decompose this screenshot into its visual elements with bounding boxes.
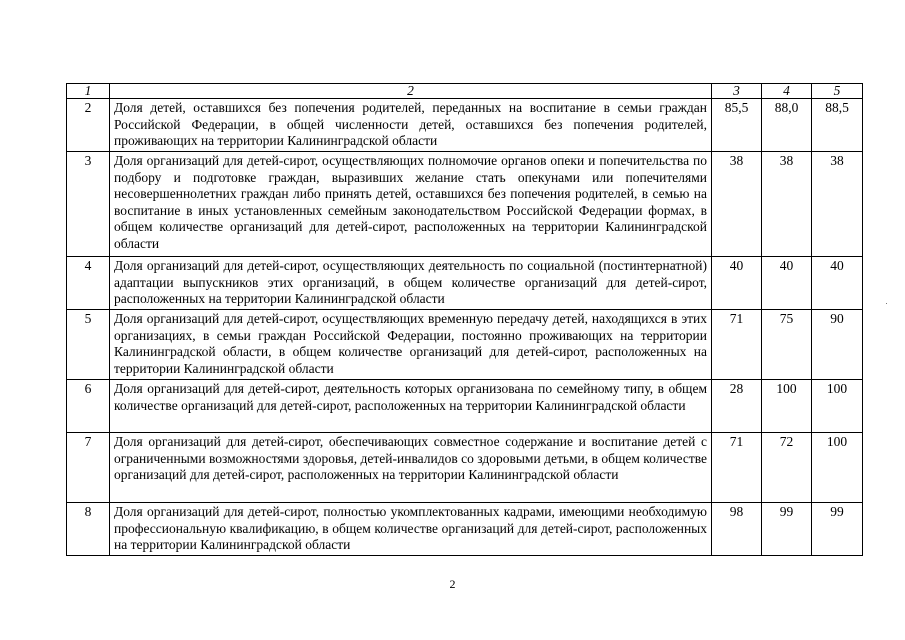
value-col-5: 100 xyxy=(812,433,863,503)
header-col-2: 2 xyxy=(110,84,712,99)
table-row xyxy=(67,433,863,503)
table-row xyxy=(67,310,863,380)
table-row xyxy=(67,503,863,556)
header-row xyxy=(67,84,863,99)
value-col-5: 38 xyxy=(812,152,863,257)
table-row xyxy=(67,380,863,433)
value-col-4: 72 xyxy=(762,433,812,503)
value-col-3: 28 xyxy=(712,380,762,433)
indicator-description: Доля организаций для детей-сирот, деятельность которых организована по семейному типу, в общем количестве организаций для детей-сирот, расположенных на территории Калининградской области xyxy=(110,380,712,433)
value-col-5: 40 xyxy=(812,257,863,310)
page-number: 2 xyxy=(449,577,456,591)
value-col-3: 71 xyxy=(712,433,762,503)
value-col-3: 38 xyxy=(712,152,762,257)
value-col-3: 71 xyxy=(712,310,762,380)
header-col-3: 3 xyxy=(712,84,762,99)
table-row xyxy=(67,152,863,257)
value-col-4: 38 xyxy=(762,152,812,257)
indicators-table xyxy=(66,83,863,556)
row-number: 3 xyxy=(67,152,110,257)
table-row xyxy=(67,257,863,310)
row-number: 2 xyxy=(67,99,110,152)
indicator-description: Доля организаций для детей-сирот, полностью укомплектованных кадрами, имеющими необходимую профессиональную квалификацию, в общем количестве организаций для детей-сирот, расположенных на территории Калининградской области xyxy=(110,503,712,556)
value-col-4: 100 xyxy=(762,380,812,433)
header-col-4: 4 xyxy=(762,84,812,99)
indicator-description: Доля организаций для детей-сирот, осуществляющих временную передачу детей, находящихся в этих организациях, в семьи граждан Российской Федерации, постоянно проживающих на территории Калининградской области, в общем количестве организаций для детей-сирот, расположенных на территории Калининградской области xyxy=(110,310,712,380)
row-number: 7 xyxy=(67,433,110,503)
row-number: 8 xyxy=(67,503,110,556)
value-col-5: 88,5 xyxy=(812,99,863,152)
value-col-3: 40 xyxy=(712,257,762,310)
value-col-5: 100 xyxy=(812,380,863,433)
indicator-description: Доля детей, оставшихся без попечения родителей, переданных на воспитание в семьи граждан Российской Федерации, в общей численности детей, оставшихся без попечения родителей, проживающих на территории Калининградской области xyxy=(110,99,712,152)
value-col-4: 99 xyxy=(762,503,812,556)
value-col-5: 90 xyxy=(812,310,863,380)
value-col-3: 98 xyxy=(712,503,762,556)
indicator-description: Доля организаций для детей-сирот, обеспечивающих совместное содержание и воспитание детей с ограниченными возможностями здоровья, детей-инвалидов со здоровыми детьми, в общем количестве организаций для детей-сирот, расположенных на территории Калининградской области xyxy=(110,433,712,503)
scan-speck xyxy=(886,303,887,304)
indicator-description: Доля организаций для детей-сирот, осуществляющих полномочие органов опеки и попечительства по подбору и подготовке граждан, выразивших желание стать опекунами или попечителями несовершеннолетних граждан либо принять детей, оставшихся без попечения родителей, в семью на воспитание в иных установленных семейным законодательством Российской Федерации формах, в общем количестве организаций для детей-сирот, расположенных на территории Калининградской области xyxy=(110,152,712,257)
row-number: 6 xyxy=(67,380,110,433)
row-number: 4 xyxy=(67,257,110,310)
table-row xyxy=(67,99,863,152)
value-col-5: 99 xyxy=(812,503,863,556)
value-col-4: 75 xyxy=(762,310,812,380)
value-col-4: 88,0 xyxy=(762,99,812,152)
indicator-description: Доля организаций для детей-сирот, осуществляющих деятельность по социальной (постинтернатной) адаптации выпускников этих организаций, в общем количестве организаций для детей-сирот, расположенных на территории Калининградской области xyxy=(110,257,712,310)
header-col-1: 1 xyxy=(67,84,110,99)
value-col-3: 85,5 xyxy=(712,99,762,152)
row-number: 5 xyxy=(67,310,110,380)
header-col-5: 5 xyxy=(812,84,863,99)
value-col-4: 40 xyxy=(762,257,812,310)
